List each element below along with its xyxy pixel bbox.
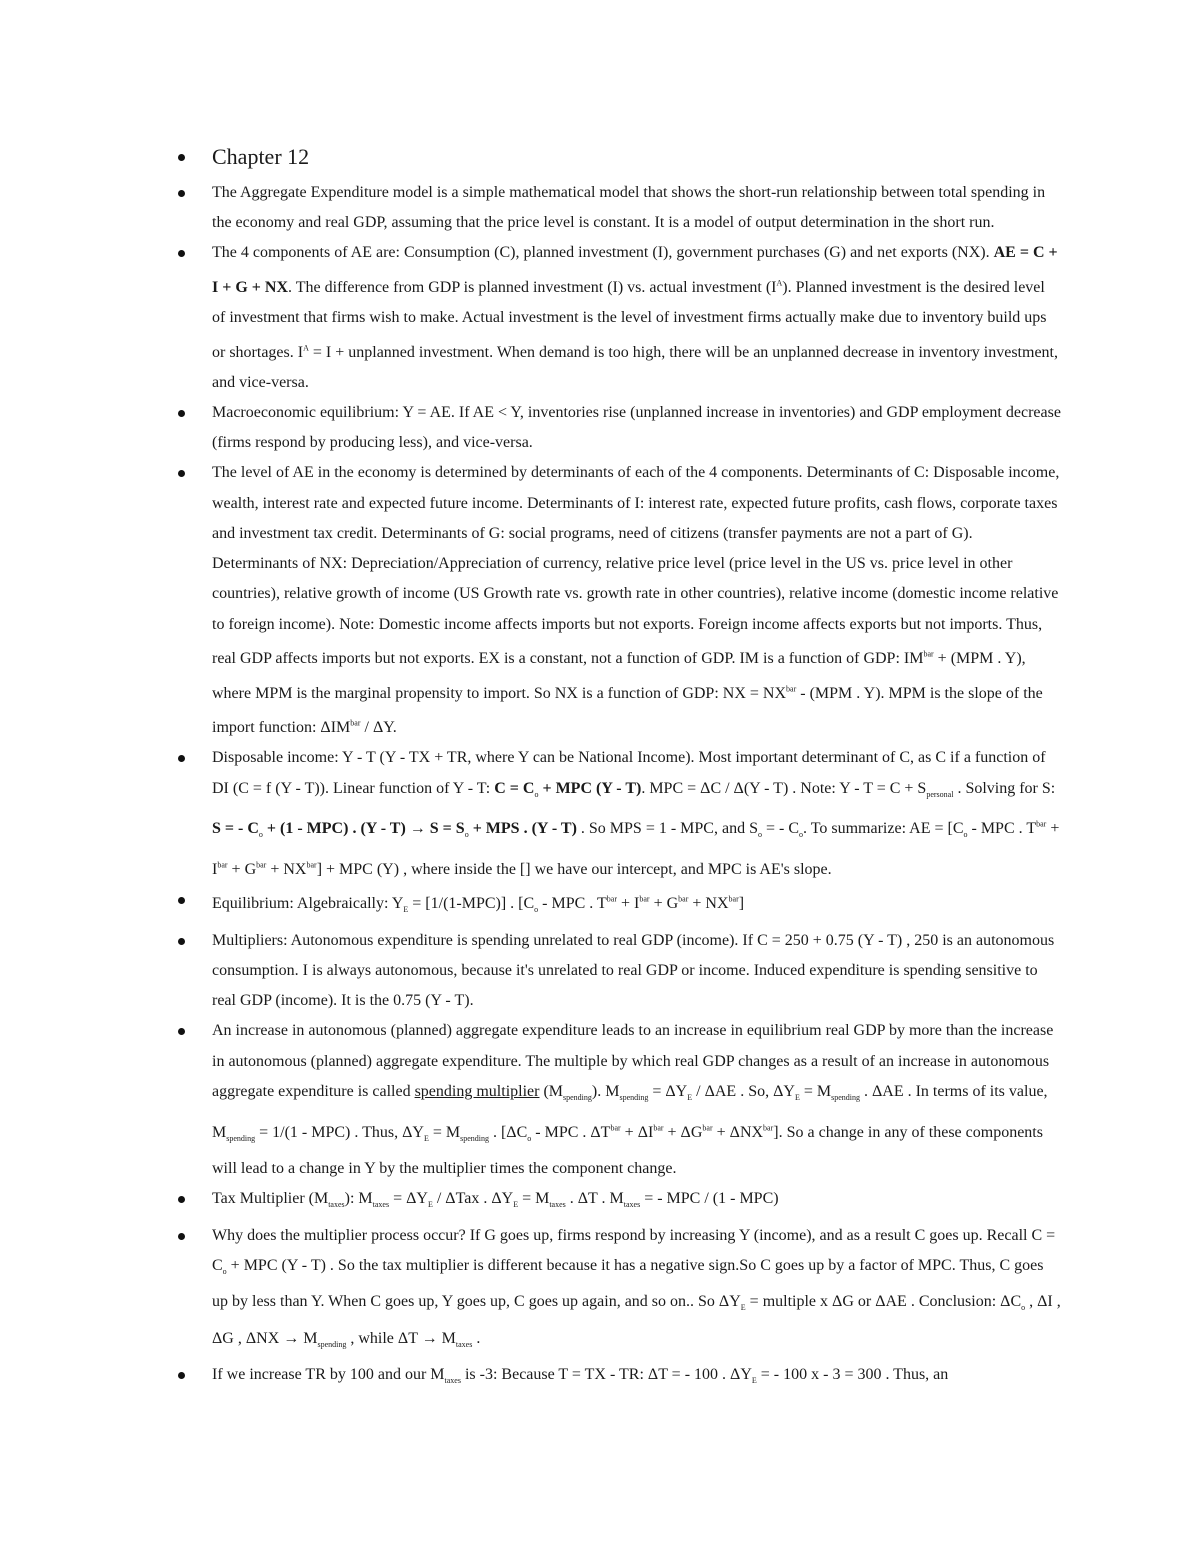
subscript: E	[423, 1133, 429, 1143]
text-segment: + ΔNX	[712, 1123, 764, 1141]
bullet-icon	[178, 1372, 185, 1379]
note-text	[212, 1022, 1053, 1177]
bullet-icon	[178, 1028, 185, 1035]
note-item	[172, 398, 1062, 458]
note-text	[212, 749, 1059, 878]
note-text	[212, 1227, 1061, 1347]
subscript: E	[513, 1200, 519, 1210]
superscript: A	[776, 278, 783, 288]
superscript: bar	[639, 895, 650, 905]
subscript: spending	[317, 1339, 347, 1349]
text-segment: ). Planned investment is the desired level of investment that firms wish to make. Actual investment is the level of investment firms actually make due to inventory build ups or shortages. I	[212, 278, 1047, 361]
superscript: bar	[653, 1123, 664, 1133]
subscript: personal	[926, 789, 954, 799]
text-segment: + NX	[266, 860, 307, 878]
subscript: spending	[460, 1133, 489, 1143]
bullet-icon	[178, 897, 185, 904]
formula-bold: + MPS . (Y - T)	[468, 820, 577, 838]
superscript: bar	[1036, 819, 1047, 829]
formula-bold: AE = C + I + G + NX	[212, 244, 1058, 296]
text-segment: ). M	[591, 1082, 620, 1100]
text-segment: , ΔI , ΔG , ΔNX → M	[212, 1293, 1061, 1347]
subscript: E	[740, 1303, 746, 1313]
text-segment: Why does the multiplier process occur? If G goes up, firms respond by increasing Y (income), and as a result C goes up. Recall C = C	[212, 1226, 1056, 1274]
note-text	[212, 895, 745, 915]
note-text: Multipliers: Autonomous expenditure is spending unrelated to real GDP (income). If C = 250 + 0.75 (Y - T) , 250 is an autonomous consumption. I is always autonomous, because it's unrelated to real GDP or income. Induced expenditure is spending sensitive to real GDP (income). It is the 0.75 (Y - T).	[212, 931, 1055, 1010]
subscript: taxes	[372, 1200, 390, 1210]
text-segment: Equilibrium: Algebraically: Y	[212, 895, 404, 913]
note-item	[172, 1221, 1062, 1360]
superscript: bar	[256, 860, 267, 870]
bullet-icon	[178, 755, 185, 762]
subscript: spending	[226, 1133, 256, 1143]
text-segment: - MPC . T	[538, 895, 607, 913]
formula-bold: C = C	[494, 779, 535, 797]
text-segment: . The difference from GDP is planned investment (I) vs. actual investment (I	[288, 278, 777, 296]
subscript: o	[258, 830, 263, 840]
text-segment: ]. So a change in any of these components will lead to a change in Y by the multiplier times the component change.	[212, 1123, 1043, 1177]
subscript: E	[794, 1093, 800, 1103]
text-segment: An increase in autonomous (planned) aggregate expenditure leads to an increase in equilibrium real GDP by more than the increase in autonomous (planned) aggregate expenditure. The multiple by which real GDP changes as a result of an increase in autonomous aggregate expenditure is called	[212, 1022, 1054, 1100]
text-segment: = ΔY	[389, 1190, 428, 1208]
note-item	[172, 743, 1062, 885]
text-segment: , while ΔT → M	[346, 1329, 456, 1347]
bullet-icon	[178, 410, 185, 417]
text-segment: + I	[617, 895, 640, 913]
text-segment: = M	[799, 1082, 832, 1100]
text-segment: If we increase TR by 100 and our M	[212, 1365, 445, 1383]
superscript: bar	[606, 895, 617, 905]
subscript: o	[527, 1133, 532, 1143]
text-segment: = ΔY	[648, 1082, 688, 1100]
text-segment: + MPC (Y - T) . So the tax multiplier is different because it has a negative sign.So C goes up by a factor of MPC. Thus, C goes up by less than Y. When C goes up, Y goes up, C goes up again, and so on.. So ΔY	[212, 1256, 1044, 1311]
superscript: bar	[217, 860, 228, 870]
formula-bold: + (1 - MPC) . (Y - T) → S = S	[262, 820, 465, 838]
superscript: bar	[923, 649, 934, 659]
subscript: o	[1021, 1303, 1026, 1313]
text-segment: . [ΔC	[488, 1123, 528, 1141]
underlined-term: spending multiplier	[414, 1082, 540, 1100]
text-segment: is -3: Because T = TX - TR: ΔT = - 100 . ΔY	[460, 1365, 752, 1383]
text-segment: + (MPM . Y), where MPM is the marginal propensity to import. So NX is a function of GDP: NX = NX	[212, 650, 1026, 702]
superscript: bar	[728, 895, 739, 905]
text-segment: The level of AE in the economy is determined by determinants of each of the 4 components. Determinants of C: Disposable income, wealth, interest rate and expected future income. Determinants of I: interest rate, expected future profits, cash flows, corporate taxes and investment tax credit. Determinants of G: social programs, need of citizens (transfer payments are not a part of G). Determinants of NX: Depreciation/Appreciation of currency, relative price level (price level in the US vs. price level in other countries), relative growth of income (US Growth rate vs. growth rate in other countries), relative income (domestic income relative to foreign income). Note: Domestic income affects imports but not exports. Foreign income affects exports but not imports. Thus, real GDP affects imports but not exports. EX is a constant, not a function of GDP. IM is a function of GDP: IM	[212, 464, 1060, 668]
bullet-icon	[178, 1233, 185, 1240]
formula-bold: + MPC (Y - T)	[538, 779, 642, 797]
text-segment: = M	[518, 1190, 550, 1208]
note-item	[172, 926, 1062, 1017]
subscript: spending	[563, 1093, 592, 1103]
chapter-title: Chapter 12	[212, 144, 310, 169]
chapter-heading	[172, 140, 1062, 174]
text-segment: / ΔTax . ΔY	[432, 1190, 514, 1208]
note-text: The Aggregate Expenditure model is a simple mathematical model that shows the short-run relationship between total spending in the economy and real GDP, assuming that the price level is constant. It is a model of output determination in the short run.	[212, 184, 1046, 232]
subscript: o	[534, 789, 539, 799]
text-segment: - MPC . T	[967, 820, 1037, 838]
text-segment: .	[472, 1329, 481, 1347]
note-item	[172, 178, 1062, 238]
note-text	[212, 1365, 949, 1386]
text-segment: ]	[738, 895, 745, 913]
text-segment: + ΔI	[620, 1123, 654, 1141]
text-segment: / ΔY.	[360, 719, 397, 737]
text-segment: (M	[539, 1082, 564, 1100]
subscript: taxes	[455, 1339, 473, 1349]
text-segment: = I + unplanned investment. When demand is too high, there will be an unplanned decrease in inventory investment, and vice-versa.	[212, 343, 1058, 391]
text-segment: - (MPM . Y). MPM is the slope of the import function: ΔIM	[212, 684, 1043, 737]
text-segment: . ΔAE . In terms of its value, M	[212, 1082, 1048, 1141]
note-item	[172, 1360, 1062, 1396]
text-segment: = [1/(1-MPC)] . [C	[408, 895, 535, 913]
subscript: taxes	[444, 1376, 461, 1386]
text-segment: = 1/(1 - MPC) . Thus, ΔY	[255, 1123, 424, 1141]
bullet-icon	[178, 154, 185, 161]
text-segment: = - 100 x - 3 = 300 . Thus, an	[756, 1365, 949, 1383]
text-segment: = multiple x ΔG or ΔAE . Conclusion: ΔC	[745, 1293, 1022, 1311]
bullet-icon	[178, 250, 185, 257]
note-item	[172, 1016, 1062, 1184]
text-segment: . ΔT . M	[565, 1190, 624, 1208]
text-segment: ] + MPC (Y) , where inside the [] we have our intercept, and MPC is AE's slope.	[316, 860, 832, 878]
superscript: bar	[610, 1123, 621, 1133]
subscript: spending	[619, 1093, 649, 1103]
text-segment: = M	[428, 1123, 461, 1141]
subscript: o	[222, 1266, 227, 1276]
text-segment: = - MPC / (1 - MPC)	[640, 1190, 779, 1208]
text-segment: - MPC . ΔT	[531, 1123, 611, 1141]
subscript: taxes	[623, 1200, 641, 1210]
superscript: bar	[678, 895, 689, 905]
text-segment: . To summarize: AE = [C	[803, 820, 964, 838]
text-segment: + G	[227, 860, 257, 878]
bullet-icon	[178, 938, 185, 945]
subscript: o	[799, 830, 804, 840]
note-item	[172, 238, 1062, 398]
notes-list	[172, 140, 1062, 1396]
text-segment: ): M	[344, 1190, 373, 1208]
subscript: o	[464, 830, 469, 840]
note-text	[212, 244, 1058, 390]
text-segment: . Solving for S:	[953, 779, 1056, 797]
text-segment: + I	[212, 820, 1060, 878]
text-segment: The 4 components of AE are: Consumption (C), planned investment (I), government purchases (G) and net exports (NX).	[212, 244, 994, 262]
superscript: bar	[763, 1123, 774, 1133]
bullet-icon	[178, 190, 185, 197]
text-segment: / ΔAE . So, ΔY	[692, 1082, 795, 1100]
text-segment: + G	[649, 895, 679, 913]
superscript: bar	[786, 684, 797, 694]
subscript: E	[687, 1093, 693, 1103]
subscript: E	[427, 1200, 433, 1210]
text-segment: = - C	[761, 820, 800, 838]
note-item	[172, 1184, 1062, 1220]
note-item	[172, 458, 1062, 743]
text-segment: + NX	[688, 895, 729, 913]
subscript: E	[403, 905, 409, 915]
text-segment: . So MPS = 1 - MPC, and S	[576, 820, 758, 838]
text-segment: . MPC = ΔC / Δ(Y - T) . Note: Y - T = C + S	[641, 779, 927, 797]
superscript: A	[303, 343, 309, 353]
subscript: o	[757, 830, 762, 840]
subscript: spending	[831, 1093, 860, 1103]
formula-bold: S = - C	[212, 820, 259, 838]
superscript: bar	[306, 860, 317, 870]
text-segment: Disposable income: Y - T (Y - TX + TR, where Y can be National Income). Most important determinant of C, as C if a function of DI (C = f (Y - T)). Linear function of Y - T:	[212, 749, 1046, 797]
superscript: bar	[350, 718, 361, 728]
bullet-icon	[178, 470, 185, 477]
subscript: taxes	[328, 1200, 345, 1210]
subscript: E	[751, 1376, 757, 1386]
note-text	[212, 464, 1059, 736]
text-segment: Tax Multiplier (M	[212, 1190, 329, 1208]
note-item	[172, 885, 1062, 926]
subscript: o	[534, 905, 539, 915]
superscript: bar	[702, 1123, 713, 1133]
text-segment: + ΔG	[663, 1123, 703, 1141]
subscript: o	[963, 830, 968, 840]
subscript: taxes	[549, 1200, 566, 1210]
note-text	[212, 1190, 779, 1210]
note-text: Macroeconomic equilibrium: Y = AE. If AE < Y, inventories rise (unplanned increase in inventories) and GDP employment decrease (firms respond by producing less), and vice-versa.	[212, 404, 1061, 452]
bullet-icon	[178, 1196, 185, 1203]
